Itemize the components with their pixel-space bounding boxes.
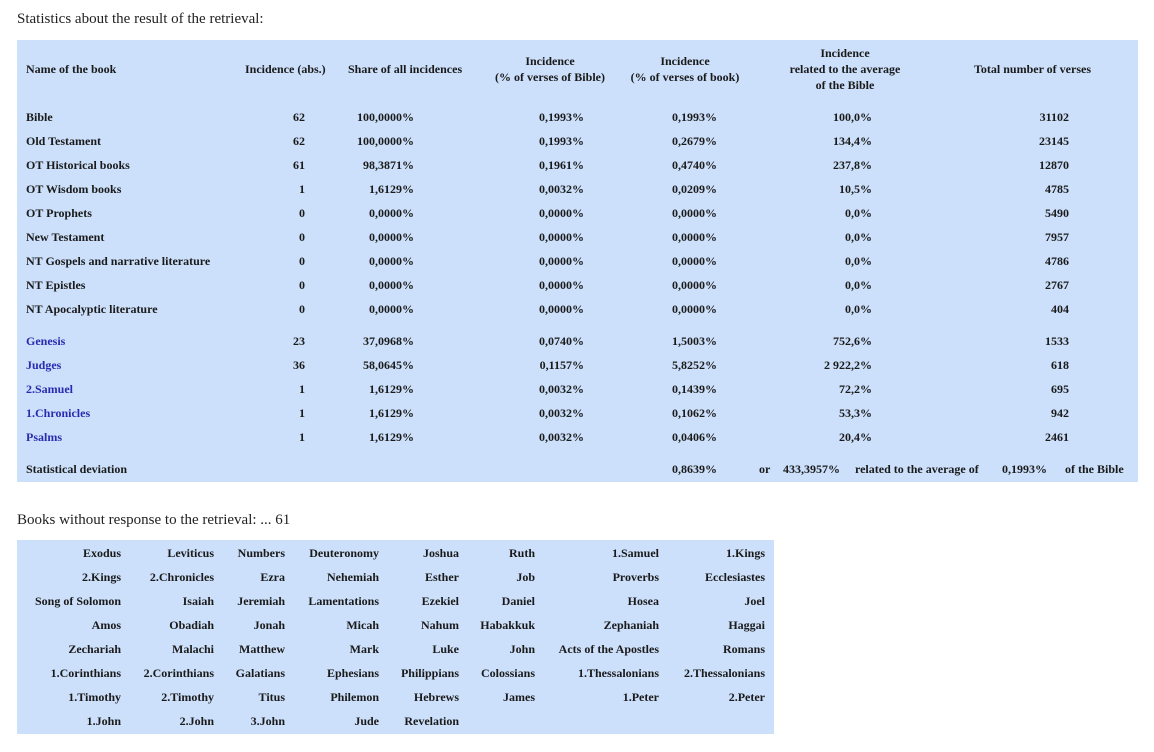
table-cell: 0,1157% (539, 358, 584, 372)
book-name: 1.Kings (725, 546, 765, 560)
deviation-avg: 0,1993% (1002, 462, 1047, 476)
table-cell: 0,0000% (539, 254, 584, 268)
col-header-pct-book: Incidence (% of verses of book) (630, 54, 740, 84)
table-cell: 0,1062% (672, 406, 717, 420)
table-cell: 752,6% (833, 334, 872, 348)
col-header-pct-bible: Incidence (% of verses of Bible) (495, 54, 605, 84)
book-name: John (509, 642, 535, 656)
table-cell: 0,1993% (672, 110, 717, 124)
book-name: Esther (425, 570, 459, 584)
book-name: Proverbs (612, 570, 659, 584)
book-name: Deuteronomy (309, 546, 379, 560)
table-cell: 2461 (1045, 430, 1069, 444)
table-cell: 53,3% (839, 406, 872, 420)
book-name: 2.Corinthians (143, 666, 214, 680)
table-cell: 36 (293, 358, 305, 372)
book-name: Micah (346, 618, 379, 632)
table-cell: 0,0000% (369, 206, 414, 220)
table-cell: 1,6129% (369, 430, 414, 444)
table-cell: 0,0032% (539, 406, 584, 420)
table-cell: 0,0032% (539, 382, 584, 396)
book-name: 1.Corinthians (50, 666, 121, 680)
table-cell: 0,0740% (539, 334, 584, 348)
book-link[interactable]: Psalms (26, 430, 62, 444)
table-cell: 0,0000% (369, 230, 414, 244)
book-name: Zechariah (68, 642, 121, 656)
book-name: Titus (258, 690, 285, 704)
table-cell: 0,0000% (672, 206, 717, 220)
table-cell: 58,0645% (363, 358, 414, 372)
row-name: OT Historical books (26, 158, 130, 172)
book-name: Ezekiel (421, 594, 459, 608)
book-name: Exodus (82, 546, 121, 560)
table-cell: 0,4740% (672, 158, 717, 172)
book-name: Obadiah (169, 618, 214, 632)
table-cell: 0 (299, 254, 305, 268)
table-cell: 1 (299, 182, 305, 196)
deviation-suffix: of the Bible (1065, 462, 1124, 476)
table-cell: 12870 (1039, 158, 1069, 172)
row-name: OT Wisdom books (26, 182, 122, 196)
book-name: 1.Timothy (68, 690, 121, 704)
book-name: 2.Thessalonians (683, 666, 765, 680)
table-cell: 0,0000% (672, 230, 717, 244)
book-name: 1.Samuel (611, 546, 659, 560)
row-name: NT Apocalyptic literature (26, 302, 158, 316)
table-cell: 0,0000% (369, 254, 414, 268)
col-header-total: Total number of verses (974, 62, 1091, 76)
table-cell: 0,0000% (672, 254, 717, 268)
statistics-table (17, 40, 1138, 482)
table-cell: 98,3871% (363, 158, 414, 172)
book-name: 2.Timothy (161, 690, 214, 704)
table-cell: 7957 (1045, 230, 1069, 244)
book-name: Leviticus (167, 546, 214, 560)
deviation-pct: 433,3957% (783, 462, 840, 476)
row-name: NT Epistles (26, 278, 86, 292)
stats-heading: Statistics about the result of the retrieval: (17, 11, 264, 27)
table-cell: 0,0032% (539, 182, 584, 196)
table-cell: 37,0968% (363, 334, 414, 348)
table-cell: 100,0000% (357, 134, 414, 148)
table-cell: 1 (299, 430, 305, 444)
book-link[interactable]: Genesis (26, 334, 66, 348)
book-name: Malachi (172, 642, 214, 656)
table-cell: 0,0000% (672, 278, 717, 292)
col-header-abs: Incidence (abs.) (245, 62, 326, 76)
books-heading: Books without response to the retrieval: ... 61 (17, 512, 291, 528)
table-cell: 72,2% (839, 382, 872, 396)
book-name: 1.Peter (622, 690, 659, 704)
table-cell: 1 (299, 406, 305, 420)
book-name: Zephaniah (603, 618, 659, 632)
book-name: 1.Thessalonians (577, 666, 659, 680)
table-cell: 0 (299, 230, 305, 244)
book-name: Revelation (404, 714, 459, 728)
table-cell: 0,0000% (539, 230, 584, 244)
books-without-response-table (17, 540, 774, 734)
table-cell: 1,5003% (672, 334, 717, 348)
table-cell: 0,1439% (672, 382, 717, 396)
book-name: Job (516, 570, 535, 584)
table-cell: 1 (299, 382, 305, 396)
table-cell: 10,5% (839, 182, 872, 196)
book-link[interactable]: 2.Samuel (26, 382, 74, 396)
table-cell: 1533 (1045, 334, 1069, 348)
book-name: Jude (354, 714, 379, 728)
book-name: 2.Chronicles (149, 570, 214, 584)
book-name: Song of Solomon (34, 594, 121, 608)
book-name: Nehemiah (327, 570, 379, 584)
book-name: Isaiah (182, 594, 214, 608)
book-name: Habakkuk (480, 618, 535, 632)
table-cell: 237,8% (833, 158, 872, 172)
book-name: Joel (744, 594, 765, 608)
table-cell: 4786 (1045, 254, 1069, 268)
book-name: Daniel (501, 594, 535, 608)
table-cell: 0,0% (845, 230, 872, 244)
deviation-or: or (759, 462, 771, 476)
table-cell: 0,0406% (672, 430, 717, 444)
table-cell: 62 (293, 110, 305, 124)
book-name: 3.John (250, 714, 285, 728)
table-cell: 0,0000% (369, 278, 414, 292)
table-cell: 134,4% (833, 134, 872, 148)
table-cell: 0,1993% (539, 110, 584, 124)
book-name: Nahum (420, 618, 459, 632)
book-link[interactable]: 1.Chronicles (26, 406, 91, 420)
table-cell: 5490 (1045, 206, 1069, 220)
table-cell: 20,4% (839, 430, 872, 444)
table-cell: 0,2679% (672, 134, 717, 148)
table-cell: 2767 (1045, 278, 1069, 292)
book-name: Amos (91, 618, 121, 632)
book-name: Romans (722, 642, 765, 656)
col-header-share: Share of all incidences (348, 62, 463, 76)
table-cell: 0,0% (845, 278, 872, 292)
table-cell: 31102 (1039, 110, 1069, 124)
table-cell: 0 (299, 278, 305, 292)
table-cell: 4785 (1045, 182, 1069, 196)
table-cell: 1,6129% (369, 182, 414, 196)
book-name: Joshua (422, 546, 459, 560)
table-cell: 0,0000% (539, 302, 584, 316)
table-cell: 0,0% (845, 302, 872, 316)
table-cell: 23145 (1039, 134, 1069, 148)
table-cell: 0,1961% (539, 158, 584, 172)
table-cell: 404 (1051, 302, 1069, 316)
table-cell: 0,0% (845, 206, 872, 220)
row-name: New Testament (26, 230, 105, 244)
book-name: Jonah (253, 618, 285, 632)
table-cell: 5,8252% (672, 358, 717, 372)
book-name: Hebrews (413, 690, 459, 704)
row-name: OT Prophets (26, 206, 92, 220)
row-name: Old Testament (26, 134, 102, 148)
book-name: Colossians (480, 666, 535, 680)
book-name: Ecclesiastes (705, 570, 765, 584)
table-cell: 2 922,2% (824, 358, 872, 372)
deviation-value: 0,8639% (672, 462, 717, 476)
table-cell: 61 (293, 158, 305, 172)
table-cell: 695 (1051, 382, 1069, 396)
book-name: Ephesians (326, 666, 379, 680)
book-name: James (503, 690, 535, 704)
table-cell: 0,0000% (369, 302, 414, 316)
book-name: Philemon (330, 690, 379, 704)
table-cell: 100,0% (833, 110, 872, 124)
book-name: Matthew (239, 642, 285, 656)
row-name: NT Gospels and narrative literature (26, 254, 211, 268)
table-cell: 0,1993% (539, 134, 584, 148)
table-cell: 0,0209% (672, 182, 717, 196)
deviation-label: Statistical deviation (26, 462, 127, 476)
book-name: Ruth (508, 546, 535, 560)
book-name: Philippians (400, 666, 459, 680)
book-name: 2.Kings (81, 570, 121, 584)
book-name: Galatians (235, 666, 285, 680)
book-link[interactable]: Judges (26, 358, 62, 372)
table-cell: 618 (1051, 358, 1069, 372)
book-name: Hosea (627, 594, 659, 608)
book-name: Ezra (260, 570, 285, 584)
book-name: Numbers (237, 546, 285, 560)
book-name: 1.John (86, 714, 121, 728)
table-cell: 0,0000% (539, 206, 584, 220)
col-header-name: Name of the book (26, 62, 117, 76)
book-name: Acts of the Apostles (558, 642, 659, 656)
table-cell: 0,0% (845, 254, 872, 268)
table-cell: 23 (293, 334, 305, 348)
book-name: Jeremiah (237, 594, 285, 608)
table-cell: 1,6129% (369, 406, 414, 420)
book-name: 2.Peter (728, 690, 765, 704)
table-cell: 0 (299, 302, 305, 316)
book-name: Lamentations (308, 594, 379, 608)
table-cell: 1,6129% (369, 382, 414, 396)
book-name: Mark (349, 642, 379, 656)
table-cell: 62 (293, 134, 305, 148)
book-name: 2.John (179, 714, 214, 728)
col-header-relative: Incidence related to the average of the Bible (789, 46, 901, 92)
table-cell: 942 (1051, 406, 1069, 420)
table-cell: 0 (299, 206, 305, 220)
table-cell: 0,0000% (539, 278, 584, 292)
row-name: Bible (26, 110, 53, 124)
table-cell: 0,0032% (539, 430, 584, 444)
book-name: Haggai (728, 618, 765, 632)
table-cell: 0,0000% (672, 302, 717, 316)
table-cell: 100,0000% (357, 110, 414, 124)
deviation-text: related to the average of (855, 462, 979, 476)
book-name: Luke (432, 642, 459, 656)
